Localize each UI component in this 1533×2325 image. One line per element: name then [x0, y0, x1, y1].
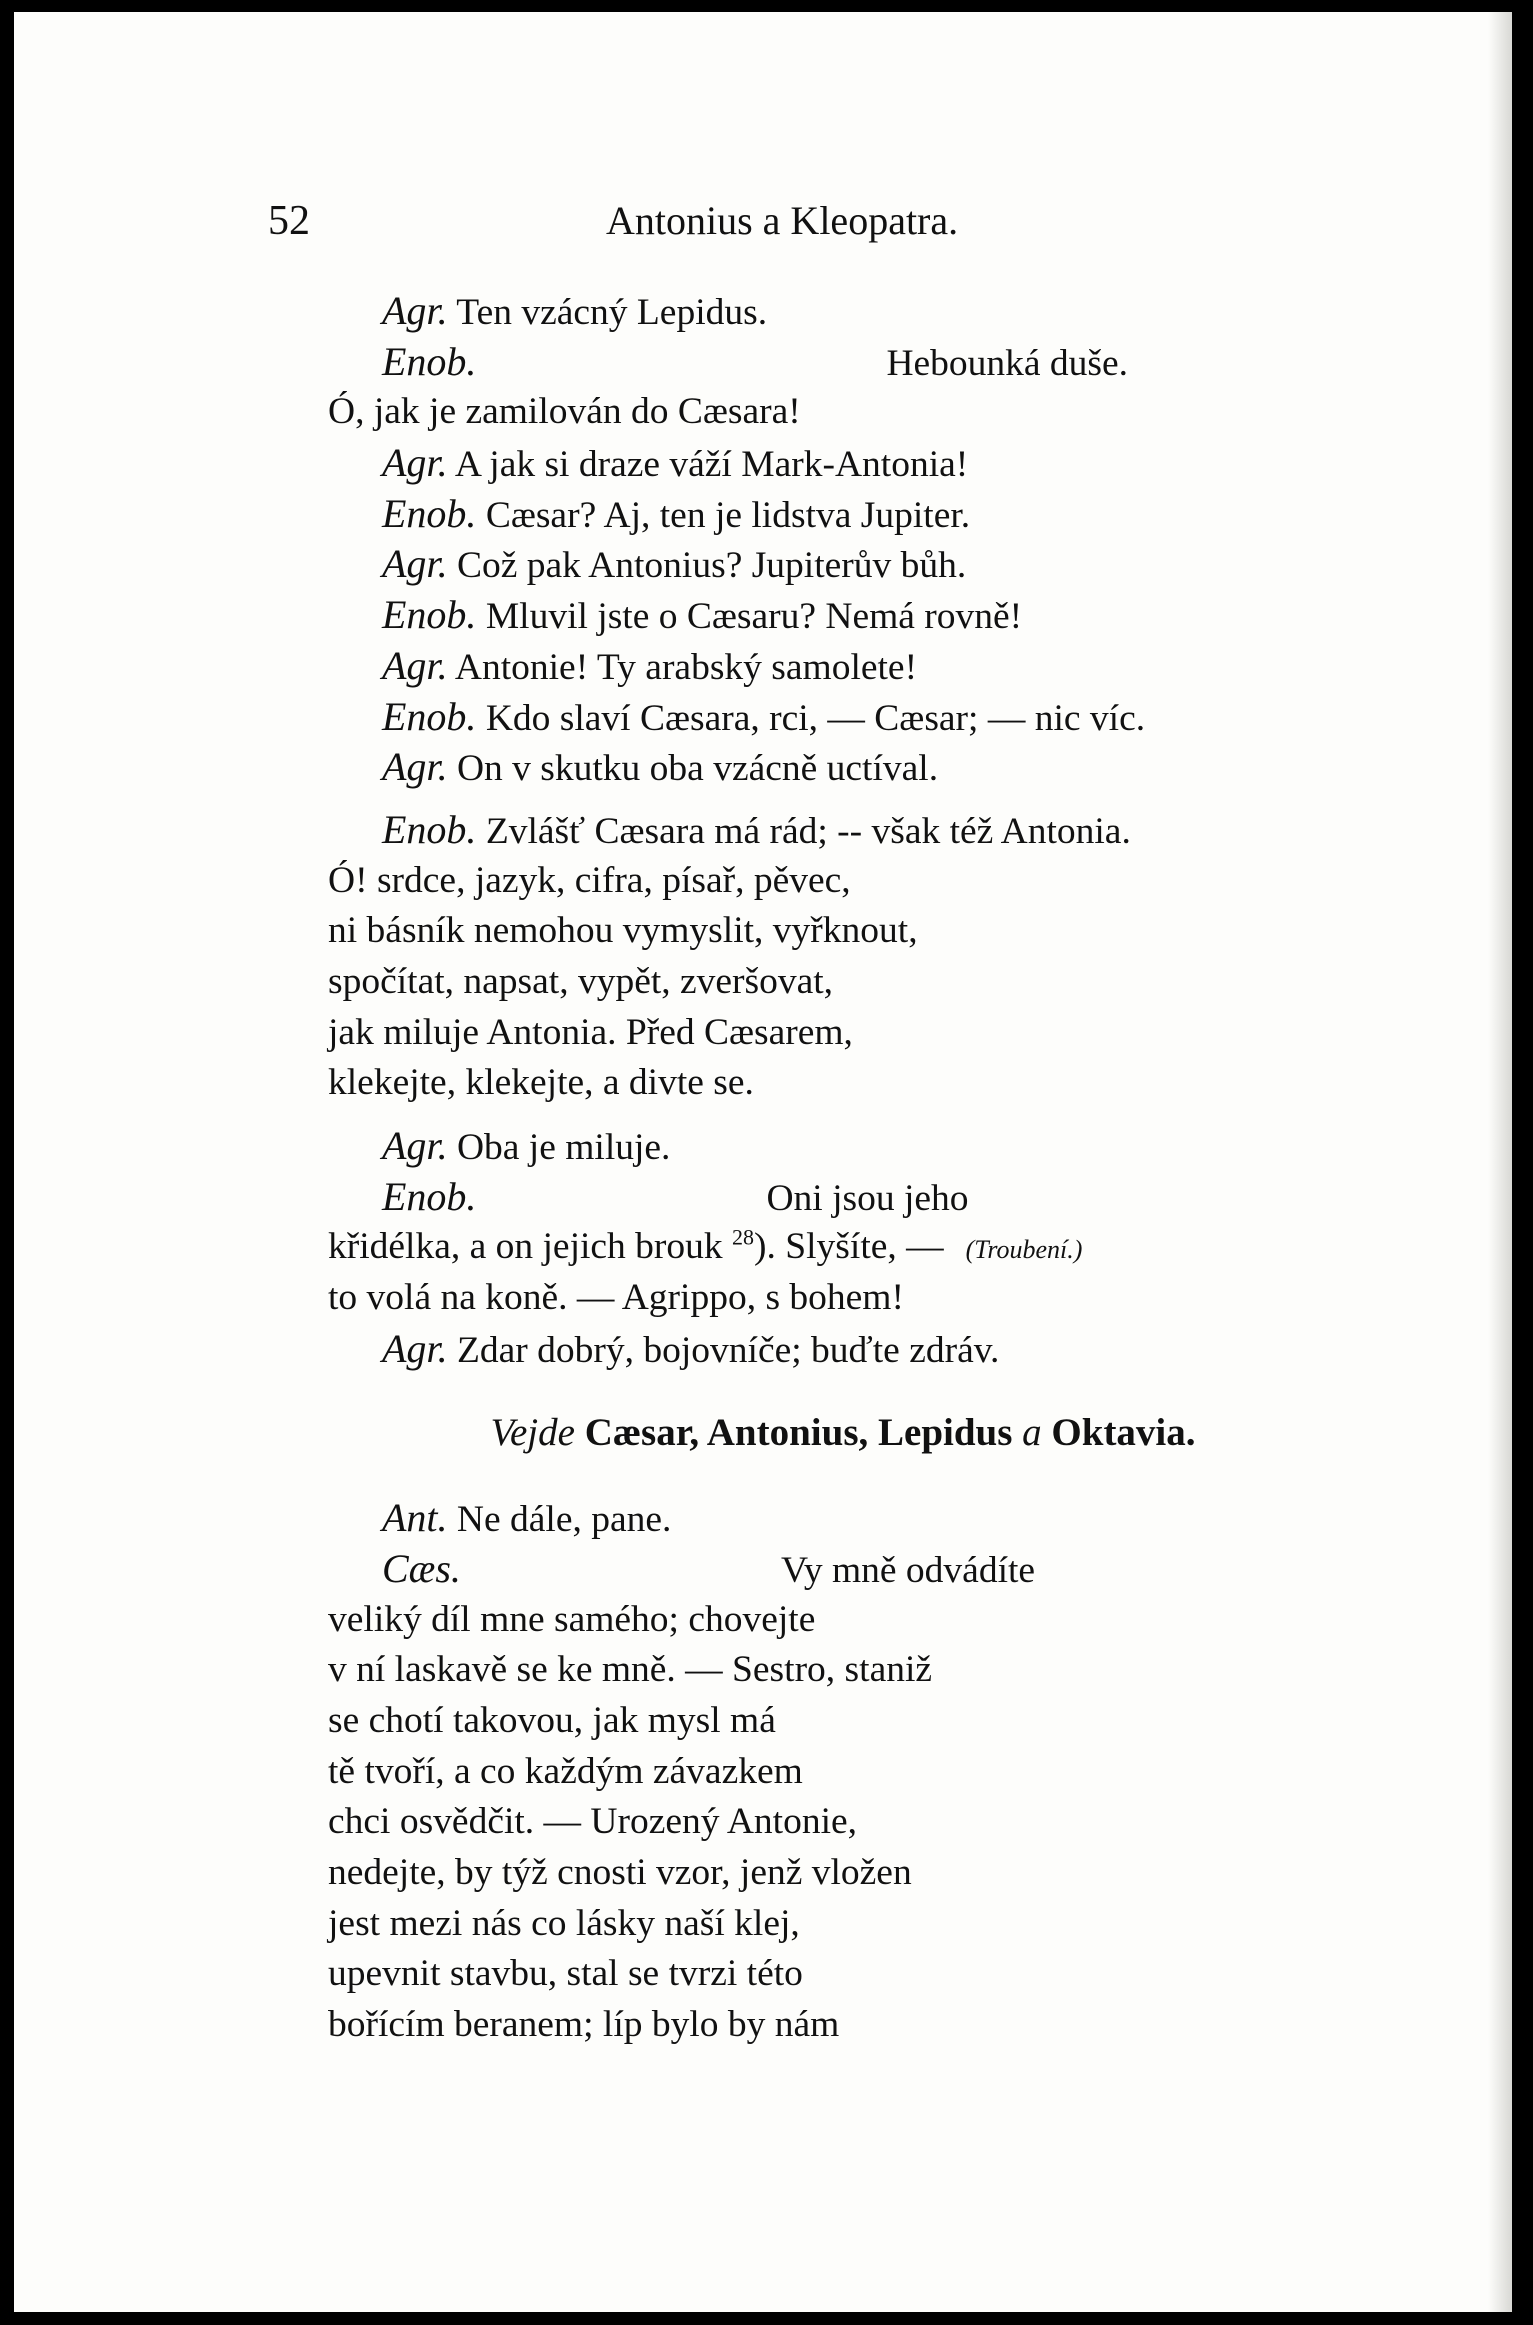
verse-line [328, 1493, 1358, 1544]
verse-line [328, 489, 1358, 540]
verse-line [328, 1544, 1358, 1595]
speaker-name: Enob. [382, 693, 477, 739]
line-text: Zvlášť Cæsara má rád; -- však též Antonia. [485, 810, 1131, 852]
verse-line: bořícím beranem; líp bylo by nám [328, 2004, 840, 2045]
running-title: Antonius a Kleopatra. [606, 198, 959, 243]
verse-line: to volá na koně. — Agrippo, s bohem! [328, 1277, 904, 1319]
verse-line [328, 590, 1358, 641]
footnote-ref: 28 [732, 1224, 755, 1250]
line-text: Což pak Antonius? Jupiterův bůh. [456, 545, 967, 587]
line-text: Ne dále, pane. [456, 1499, 672, 1541]
line-text: Vy mně odvádíte [780, 1549, 1036, 1591]
line-text: Ten vzácný Lepidus. [456, 292, 768, 333]
verse-line: upevnit stavbu, stal se tvrzi této [328, 1953, 803, 1995]
book-page [14, 12, 1512, 2312]
verse-line: tě tvoří, a co každým závazkem [328, 1750, 803, 1792]
line-text: Mluvil jste o Cæsaru? Nemá rovně! [485, 596, 1023, 638]
speaker-name: Agr. [382, 744, 448, 790]
speaker-name: Agr. [382, 288, 448, 333]
verse-line [328, 1222, 1358, 1273]
line-text: Antonie! Ty arabský samolete! [454, 646, 918, 688]
speaker-name: Enob. [382, 490, 477, 536]
verse-line [328, 692, 1358, 743]
verse-line: v ní laskavě se ke mně. — Sestro, staniž [328, 1649, 933, 1691]
verse-line [328, 641, 1358, 692]
entrance-direction: Vejde Cæsar, Antonius, Lepidus a Oktavia. [490, 1411, 1196, 1455]
speaker-name: Enob. [382, 592, 477, 638]
line-text: Zdar dobrý, bojovníče; buďte zdráv. [456, 1329, 1000, 1371]
line-text: Oni jsou jeho [766, 1177, 969, 1219]
verse-line: Ó! srdce, jazyk, cifra, písař, pěvec, [328, 859, 851, 901]
line-text: Oba je miluje. [456, 1127, 671, 1168]
verse-line [328, 1121, 1358, 1172]
verse-line: klekejte, klekejte, a divte se. [328, 1062, 754, 1104]
verse-line: Ó, jak je zamilován do Cæsara! [328, 391, 801, 433]
verse-line [328, 438, 1358, 489]
line-text: Kdo slaví Cæsara, rci, — Cæsar; — nic víc. [485, 697, 1146, 739]
verse-line [328, 1172, 1358, 1223]
speaker-name: Ant. [382, 1495, 448, 1541]
page-number: 52 [268, 198, 310, 244]
speaker-name: Agr. [382, 642, 448, 688]
verse-line: se chotí takovou, jak mysl má [328, 1699, 776, 1741]
speaker-name: Cæs. [382, 1545, 461, 1591]
speaker-name: Agr. [382, 440, 448, 486]
verse-line: chci osvědčit. — Urozený Antonie, [328, 1801, 858, 1843]
verse-line [328, 286, 1358, 337]
verse-line [328, 337, 1358, 388]
speaker-name: Agr. [382, 541, 448, 587]
verse-line: jak miluje Antonia. Před Cæsarem, [328, 1011, 853, 1053]
page-edge-shadow [1488, 12, 1512, 2312]
line-text: Hebounká duše. [886, 342, 1129, 384]
line-text: křidélka, a on jejich brouk [328, 1226, 723, 1268]
line-text: On v skutku oba vzácně uctíval. [456, 748, 939, 790]
verse-line [328, 805, 1358, 856]
verse-line: jest mezi nás co lásky naší klej, [328, 1902, 800, 1944]
verse-line [328, 1324, 1358, 1375]
stage-direction: (Troubení.) [965, 1235, 1083, 1265]
speaker-name: Agr. [382, 1325, 448, 1371]
speaker-name: Agr. [382, 1123, 448, 1168]
line-text-after: ). Slyšíte, — [754, 1226, 944, 1268]
verse-line: nedejte, by týž cnosti vzor, jenž vložen [328, 1851, 912, 1893]
verse-line [328, 539, 1358, 590]
verse-text [328, 286, 1358, 2086]
speaker-name: Enob. [382, 806, 477, 852]
verse-line [328, 742, 1358, 793]
verse-line: veliký díl mne samého; chovejte [328, 1598, 816, 1640]
speaker-name: Enob. [382, 338, 477, 384]
speaker-name: Enob. [382, 1173, 477, 1219]
line-text: Cæsar? Aj, ten je lidstva Jupiter. [485, 494, 971, 536]
line-text: A jak si draze váží Mark-Antonia! [454, 444, 969, 486]
verse-line: ni básník nemohou vymyslit, vyřknout, [328, 910, 918, 952]
verse-line: spočítat, napsat, vypět, zveršovat, [328, 960, 834, 1002]
